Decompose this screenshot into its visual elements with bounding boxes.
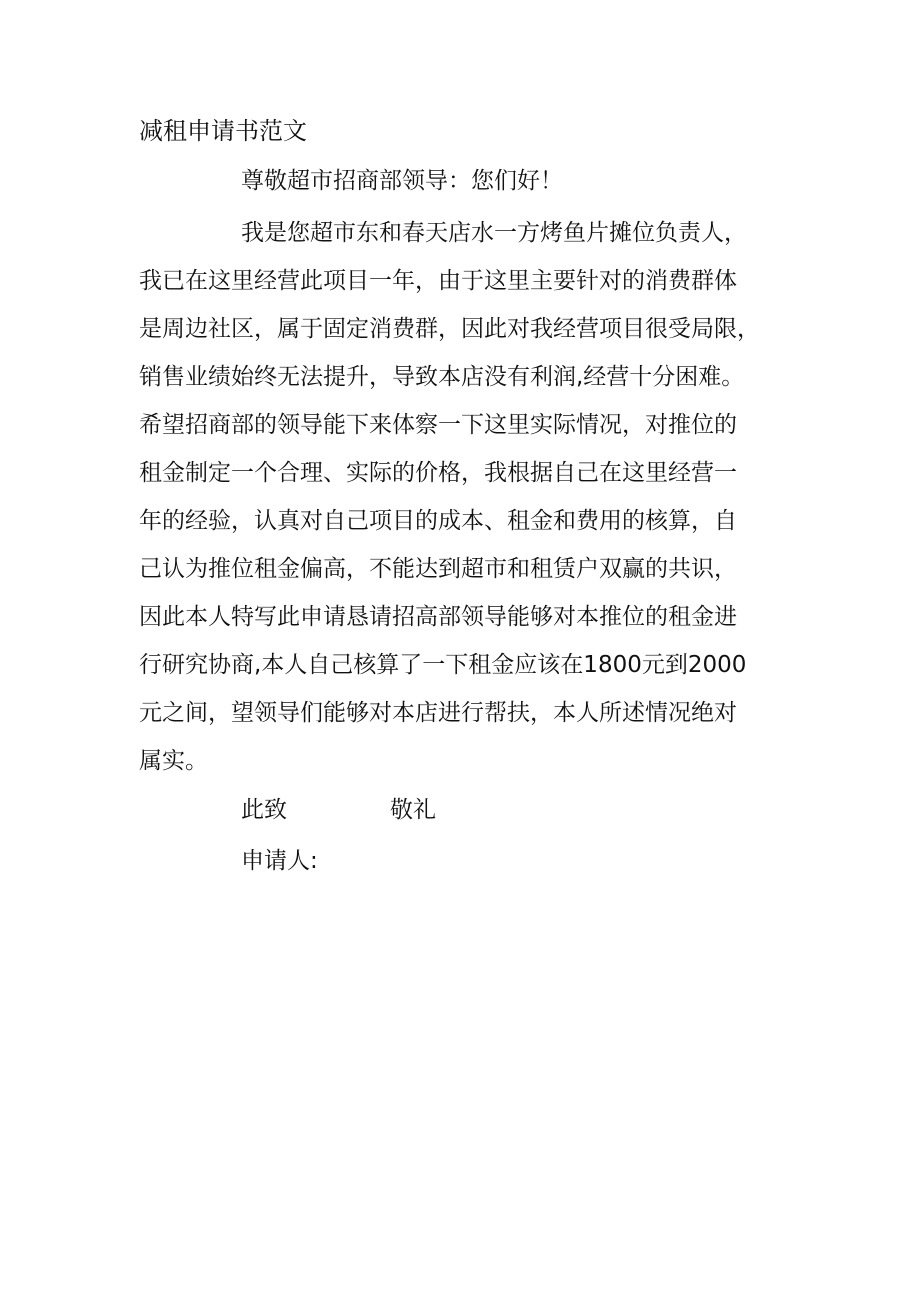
body-line: 因此本人特写此申请恳请招高部领导能够对本推位的租金进 <box>139 604 737 630</box>
greeting-line: 尊敬超市招商部领导：您们好！ <box>241 168 563 194</box>
body-line: 销售业绩始终无法提升，导致本店没有利润,经营十分困难。 <box>139 364 745 390</box>
body-line: 元之间，望领导们能够对本店进行帮扶，本人所述情况绝对 <box>139 700 737 726</box>
body-line: 我是您超市东和春天店水一方烤鱼片摊位负责人， <box>241 220 747 246</box>
closing-regards: 敬礼 <box>390 797 436 823</box>
body-line: 是周边社区，属于固定消费群，因此对我经营项目很受局限， <box>139 316 760 342</box>
body-line: 希望招商部的领导能下来体察一下这里实际情况，对推位的 <box>139 412 737 438</box>
body-line: 属实。 <box>139 748 208 774</box>
body-line: 年的经验，认真对自己项目的成本、租金和费用的核算，自 <box>139 508 737 534</box>
body-line: 租金制定一个合理、实际的价格，我根据自己在这里经营一 <box>139 460 737 486</box>
body-line: 我已在这里经营此项目一年，由于这里主要针对的消费群体 <box>139 268 737 294</box>
body-line: 行研究协商,本人自己核算了一下租金应该在1800元到2000 <box>139 652 747 678</box>
closing-line <box>241 791 436 829</box>
applicant-label: 申请人: <box>241 848 318 874</box>
body-line: 己认为推位租金偏高，不能达到超市和租赁户双赢的共识， <box>139 556 737 582</box>
document-title: 减租申请书范文 <box>139 117 307 145</box>
letter-body <box>139 209 799 785</box>
closing-salutation: 此致 <box>241 797 287 823</box>
